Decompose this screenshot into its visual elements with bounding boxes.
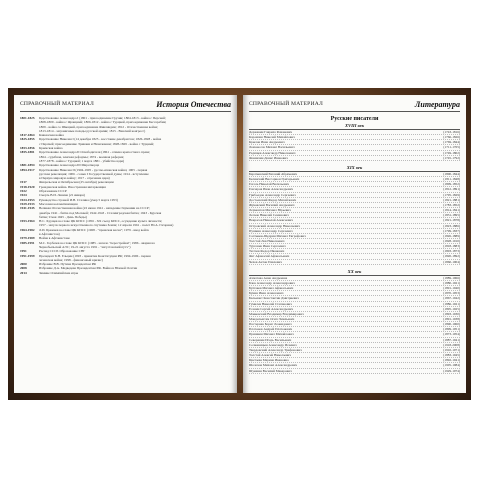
writer-name: Твардовский Александр Трифонович bbox=[249, 347, 302, 352]
writer-dates: (1826-1889) bbox=[443, 233, 460, 238]
writer-dates: (1929-1974) bbox=[443, 368, 460, 373]
timeline-year: 1817-1864 bbox=[20, 133, 35, 138]
writer-name: Цветаева Марина Ивановна bbox=[249, 358, 289, 363]
writer-name: Шукшин Василий Макарович bbox=[249, 368, 292, 373]
writer-name: Есенин Сергей Александрович bbox=[249, 306, 294, 311]
writer-name: Толстой Алексей Николаевич bbox=[249, 353, 292, 358]
writer-name: Гоголь Николай Васильевич bbox=[249, 182, 290, 187]
writer-dates: (1886-1921) bbox=[443, 301, 460, 306]
timeline-year: 1991-1999 bbox=[20, 253, 35, 258]
timeline-year: 1924-1953 bbox=[20, 197, 35, 202]
timeline-event: 1813-1814 - заграничные походы русской армии; 1815 - Венский конгресс) bbox=[39, 128, 146, 133]
writer-dates: (1821-1878) bbox=[443, 218, 460, 223]
timeline-event: Избрание В.В. Путина Президентом РФ bbox=[39, 262, 97, 267]
timeline-year: 1991 bbox=[20, 249, 27, 254]
left-page bbox=[14, 95, 237, 393]
timeline-year: 1964-1982 bbox=[20, 227, 35, 232]
writer-name: Фет Афанасий Афанасьевич bbox=[249, 254, 290, 259]
century-heading: XIX век bbox=[249, 165, 460, 172]
writer-dates: (1803-1873) bbox=[443, 249, 460, 254]
timeline-event: 1877-1878 - война с Турцией; 1 марта 1881 - убийство царя) bbox=[39, 158, 125, 163]
writer-name: Достоевский Федор Михайлович bbox=[249, 197, 297, 202]
writer-name: Ломоносов Михаил Васильевич bbox=[249, 145, 295, 150]
writer-dates: (1860-1904) bbox=[443, 259, 460, 264]
timeline-year: 1929-1933 bbox=[20, 201, 35, 206]
writer-dates: (1769-1844) bbox=[443, 140, 460, 145]
writer-dates: (1814-1841) bbox=[443, 208, 460, 213]
timeline-year: 1801-1825 bbox=[20, 116, 35, 120]
timeline-event: Смерть В.И. Ленина (21 января) bbox=[39, 193, 85, 198]
writer-name: Некрасов Николай Алексеевич bbox=[249, 218, 293, 223]
writer-name: Пушкин Александр Сергеевич bbox=[249, 228, 293, 233]
writer-dates: (1893-1930) bbox=[443, 311, 460, 316]
timeline-year: 2014 bbox=[20, 270, 27, 275]
writer-name: Гончаров Иван Александрович bbox=[249, 187, 294, 192]
writer-name: Мандельштам Осип Эмильевич bbox=[249, 317, 295, 321]
writer-name: Державин Гаврила Романович bbox=[249, 130, 293, 134]
timeline-event: Февральская и Октябрьская (25 октября) революции bbox=[39, 180, 114, 185]
timeline-event: Царствование Александра III Миротворца bbox=[39, 163, 100, 168]
right-page bbox=[243, 95, 466, 393]
writer-dates: (1895-1925) bbox=[443, 306, 460, 311]
writer-dates: (1887-1941) bbox=[443, 337, 460, 342]
writer-name: Солженицын Александр Исаевич bbox=[249, 342, 297, 347]
writer-name: Толстой Лев Николаевич bbox=[249, 238, 285, 243]
timeline-event: Зимние Олимпийские игры bbox=[39, 270, 79, 275]
timeline-event: Избрание Д.А. Медведева Президентом РФ. Война в Южной Осетии bbox=[39, 266, 138, 271]
writer-dates: (1783-1852) bbox=[443, 202, 460, 207]
writer-name: Тургенев Иван Сергеевич bbox=[249, 244, 286, 249]
writer-name: Ахматова Анна Андреевна bbox=[249, 275, 288, 280]
writer-dates: (1873-1954) bbox=[443, 332, 460, 337]
timeline-event: Массовая коллективизация bbox=[39, 201, 78, 206]
timeline-event: в Первую мировую войну; 1917 - отречение царя) bbox=[39, 176, 110, 181]
timeline-row bbox=[20, 271, 231, 275]
timeline-year: 1918-1920 bbox=[20, 184, 35, 189]
right-header-label: СПРАВОЧНЫЙ МАТЕРИАЛ bbox=[249, 101, 323, 107]
timeline-event: Царствование Александра I (1801 - присоединение Грузии; 1804-1813 - война с Персией; bbox=[39, 116, 166, 120]
writer-name: Бунин Иван Алексеевич bbox=[249, 291, 284, 296]
writer-dates: (1891-1940) bbox=[443, 286, 460, 291]
timeline-event: Царствование Николая II (1904-1905 - русско-японская война; 1905 - первая bbox=[39, 167, 148, 172]
timeline-year: 1979-1989 bbox=[20, 236, 35, 241]
timeline-event: битва; 9 мая 1945 - День Победы) bbox=[39, 214, 87, 219]
writer-dates: (1743-1816) bbox=[443, 130, 460, 134]
writer-name: Лермонтов Михаил Юрьевич bbox=[249, 208, 291, 213]
writer-dates: (1812-1891) bbox=[443, 187, 460, 192]
left-page-title: История Отечества bbox=[156, 100, 231, 109]
writer-name: Северянин Игорь Васильевич bbox=[249, 337, 292, 342]
timeline-event: декабрь 1941 - битва под Москвой; 1942-1943 - Сталинградская битва; 1943 - Курская bbox=[39, 210, 162, 215]
timeline-event: 1809 - война со Швецией, присоединение Финляндии; 1812 - Отечественная война; bbox=[39, 124, 158, 129]
writer-dates: (1899-1951) bbox=[443, 327, 460, 332]
writer-dates: (1828-1910) bbox=[443, 238, 460, 243]
timeline-event: русская революция; 1906 - созыв I Государственной думы; 1914 - вступление bbox=[39, 171, 149, 176]
timeline-event: Крымская война bbox=[39, 146, 63, 151]
timeline-event: 1864 - судебная, земская реформы; 1874 - военная реформа; bbox=[39, 154, 125, 159]
timeline-event: Царствование Александра II Освободителя (1861 - отмена крепостного права; bbox=[39, 150, 151, 155]
writer-dates: (1823-1886) bbox=[443, 223, 460, 228]
timeline-event: Н.С. Хрущев во главе ЦК КПСС (1956 - XX съезд КПСС, осуждение культа личности; bbox=[39, 219, 163, 224]
writer-name: Чехов Антон Павлович bbox=[249, 259, 282, 264]
left-header-label: СПРАВОЧНЫЙ МАТЕРИАЛ bbox=[20, 101, 94, 107]
history-timeline bbox=[20, 116, 231, 275]
timeline-event: Война в Афганистане bbox=[39, 236, 70, 241]
timeline-event: Великая Отечественная война (22 июня 1941 - нападение Германии на СССР; bbox=[39, 206, 150, 211]
writer-dates: (1795-1829) bbox=[443, 192, 460, 197]
writer-name: Радищев Александр Николаевич bbox=[249, 150, 296, 155]
timeline-year: 1855-1881 bbox=[20, 150, 35, 155]
timeline-event: Президент Б.Н. Ельцин (1993 - принятие Конституции РФ; 1994-1996 - первая bbox=[39, 253, 151, 258]
writer-dates: (1811-1848) bbox=[443, 177, 460, 182]
timeline-event: Л.И. Брежнев во главе ЦК КПСС (1968 - "пражская весна"; 1979 - ввод войск bbox=[39, 227, 149, 232]
writer-row bbox=[249, 369, 460, 374]
writer-dates: (1905-1984) bbox=[443, 363, 460, 368]
timeline-event: Гражданская война. Иностранная интервенция bbox=[39, 184, 106, 189]
writer-dates: (1892-1941) bbox=[443, 358, 460, 363]
timeline-year: 1853-1856 bbox=[20, 146, 35, 151]
timeline-event: Образование СССР bbox=[39, 189, 67, 194]
century-heading: XVIII век bbox=[249, 123, 460, 130]
right-page-title: Литература bbox=[414, 100, 460, 109]
timeline-year: 1825-1855 bbox=[20, 137, 35, 142]
timeline-event: Царствование Николая I (14 декабря 1825 - восстание декабристов; 1826-1828 - война bbox=[39, 137, 162, 142]
writer-name: Жуковский Василий Андреевич bbox=[249, 202, 295, 207]
writer-dates: (1818-1883) bbox=[443, 244, 460, 249]
timeline-event: Кавказская война bbox=[39, 133, 64, 138]
writer-dates: (1809-1852) bbox=[443, 182, 460, 187]
writer-name: Шолохов Михаил Александрович bbox=[249, 363, 298, 368]
writer-dates: (1831-1895) bbox=[443, 213, 460, 218]
writer-dates: (1821-1881) bbox=[443, 197, 460, 202]
writer-name: Крылов Иван Андреевич bbox=[249, 140, 285, 145]
writer-dates: (1889-1966) bbox=[443, 275, 460, 280]
timeline-year: 2000 bbox=[20, 262, 27, 267]
writer-name: Салтыков-Щедрин Михаил Евграфович bbox=[249, 233, 306, 238]
writer-name: Карамзин Николай Михайлович bbox=[249, 135, 295, 140]
timeline-event: чеченская война; 1998 - финансовый кризис) bbox=[39, 257, 103, 262]
timeline-year: 2008 bbox=[20, 266, 27, 271]
writer-dates: (1870-1953) bbox=[443, 291, 460, 296]
writer-dates: (1799-1837) bbox=[443, 228, 460, 233]
timeline-year: 1922 bbox=[20, 189, 27, 194]
writer-name: Пастернак Борис Леонидович bbox=[249, 322, 292, 327]
timeline-event: 1957 - запуск первого искусственного спутника Земли; 12 апреля 1961 - полет Ю.А. Гагарина) bbox=[39, 223, 174, 228]
writer-name: Баратынский Евгений Абрамович bbox=[249, 171, 298, 176]
writer-name: Лесков Николай Семенович bbox=[249, 213, 289, 218]
writers-list bbox=[249, 116, 460, 374]
writer-name: Блок Александр Александрович bbox=[249, 280, 295, 285]
writer-dates: (1800-1844) bbox=[443, 171, 460, 176]
timeline-event: Распад СССР. Образование СНГ bbox=[39, 249, 86, 254]
writer-dates: (1883-1945) bbox=[443, 353, 460, 358]
timeline-event: в Афганистан) bbox=[39, 232, 60, 237]
writer-name: Грибоедов Александр Сергеевич bbox=[249, 192, 296, 197]
century-heading: XX век bbox=[249, 269, 460, 276]
writer-name: Маяковский Владимир Владимирович bbox=[249, 311, 304, 316]
writer-dates: (1745-1792) bbox=[443, 155, 460, 160]
right-page-header bbox=[249, 101, 460, 112]
writer-dates: (1890-1960) bbox=[443, 322, 460, 327]
timeline-event: М.С. Горбачев во главе ЦК КПСС (1985 - начало "перестройки"; 1986 - авария на bbox=[39, 240, 155, 245]
timeline-event: 1808-1809 - война с Францией; 1806-1812 - война с Турцией, присоединение Бессарабии; bbox=[39, 120, 167, 125]
writer-dates: (1880-1921) bbox=[443, 280, 460, 285]
writer-name: Пришвин Михаил Михайлович bbox=[249, 332, 294, 337]
timeline-event: Руководство страной И.В. Сталина (умер 5 марта 1953) bbox=[39, 197, 118, 202]
writer-name: Платонов Андрей Платонович bbox=[249, 327, 293, 332]
writer-dates: (1711-1765) bbox=[443, 145, 460, 150]
writer-dates: (1749-1802) bbox=[443, 150, 460, 155]
timeline-event: Чернобыльской АЭС; 19-21 августа 1991 - "августовский путч") bbox=[39, 244, 131, 249]
writer-dates: (1766-1826) bbox=[443, 135, 460, 140]
writer-dates: (1918-2008) bbox=[443, 342, 460, 347]
timeline-year: 1881-1894 bbox=[20, 163, 35, 168]
timeline-year: 1917 bbox=[20, 180, 27, 185]
writer-dates: (1891-1938) bbox=[443, 317, 460, 321]
writer-name: Фонвизин Денис Иванович bbox=[249, 155, 288, 160]
writer-name: Островский Александр Николаевич bbox=[249, 223, 300, 228]
writer-name: Гумилев Николай Степанович bbox=[249, 301, 292, 306]
writer-dates: (1910-1971) bbox=[443, 347, 460, 352]
timeline-year: 1894-1917 bbox=[20, 167, 35, 172]
writer-name: Бальмонт Константин Дмитриевич bbox=[249, 296, 299, 301]
writer-dates: (1820-1892) bbox=[443, 254, 460, 259]
timeline-event: с Персией; присоединение Эривани и Нахичевани; 1828-1829 - война с Турцией; bbox=[39, 141, 155, 146]
timeline-year: 1985-1991 bbox=[20, 240, 35, 245]
timeline-year: 1941-1945 bbox=[20, 206, 35, 211]
left-page-header bbox=[20, 101, 231, 112]
timeline-year: 1924 bbox=[20, 193, 27, 198]
writer-name: Тютчев Федор Иванович bbox=[249, 249, 285, 254]
writer-dates: (1867-1942) bbox=[443, 296, 460, 301]
timeline-year: 1953-1964 bbox=[20, 219, 35, 224]
writer-name: Белинский Виссарион Григорьевич bbox=[249, 177, 300, 182]
section-title: Русские писатели bbox=[330, 116, 379, 122]
writer-name: Булгаков Михаил Афанасьевич bbox=[249, 286, 294, 291]
